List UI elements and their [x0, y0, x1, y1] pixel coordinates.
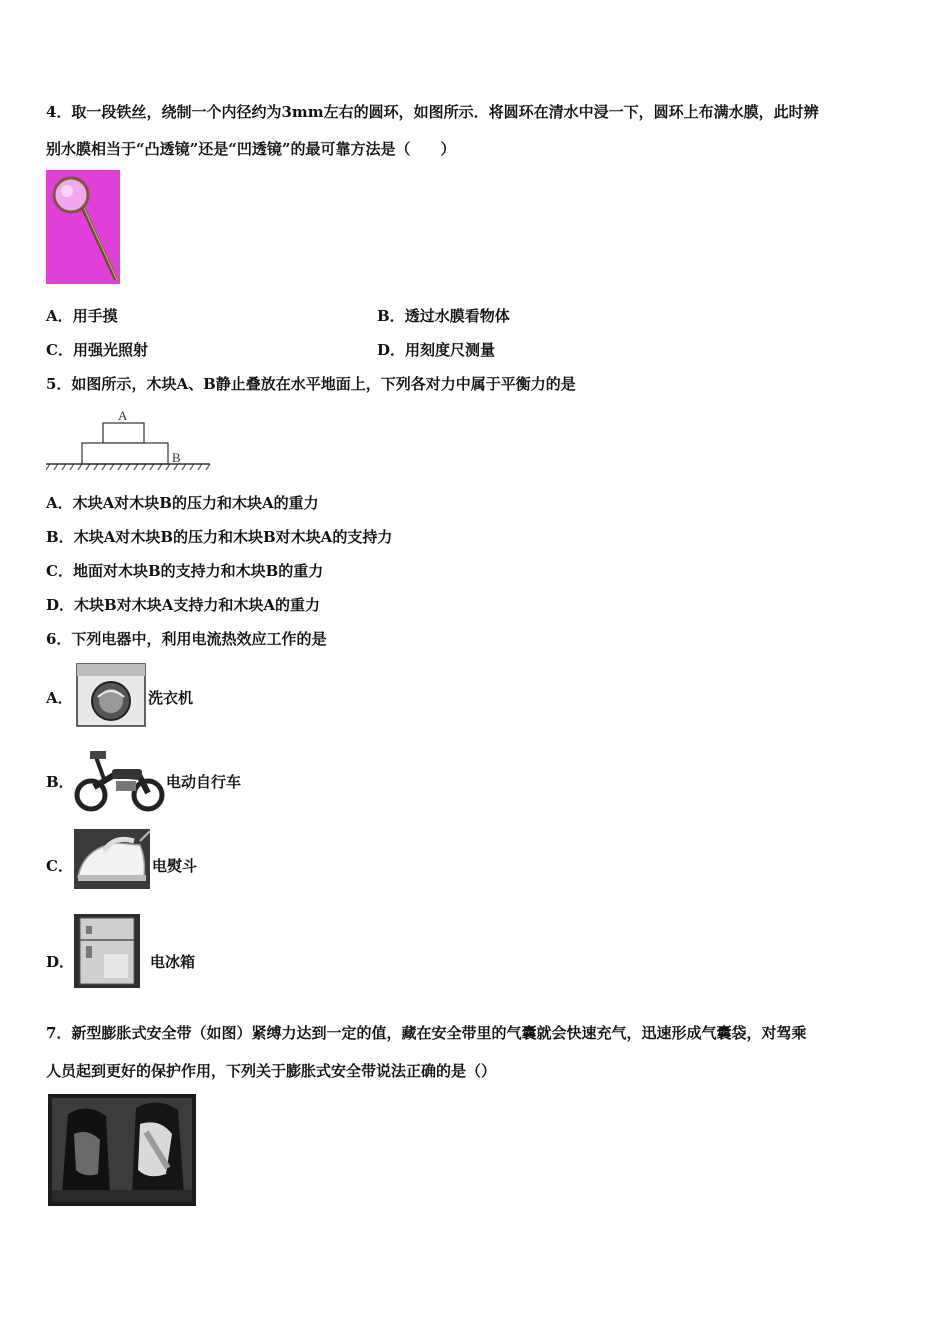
label-b: B — [172, 450, 181, 465]
q5-option-c[interactable]: C．地面对木块B的支持力和木块B的重力 — [46, 562, 324, 580]
block-a — [103, 423, 144, 443]
label-a: A — [118, 408, 128, 423]
q4-stem-line1: 4．取一段铁丝，绕制一个内径约为3mm左右的圆环，如图所示．将圆环在清水中浸一下，圆环上布满水膜，此时辨 — [46, 103, 819, 121]
q4-option-a[interactable]: A．用手摸 — [46, 307, 118, 325]
refrigerator-icon — [74, 914, 140, 988]
q5-stem: 5．如图所示，木块A、B静止叠放在水平地面上，下列各对力中属于平衡力的是 — [46, 375, 576, 393]
washing-machine-icon — [76, 663, 146, 727]
q6-option-b-letter[interactable]: B． — [46, 773, 74, 791]
q6-option-b-text[interactable]: 电动自行车 — [166, 773, 242, 791]
electric-bike-icon — [74, 745, 166, 813]
q6-option-c-text[interactable]: 电熨斗 — [152, 857, 198, 875]
q6-option-a-text[interactable]: 洗衣机 — [148, 689, 194, 707]
ground-hatching — [46, 464, 210, 470]
q5-option-b[interactable]: B．木块A对木块B的压力和木块B对木块A的支持力 — [46, 528, 393, 546]
car-seat-icon — [48, 1094, 196, 1206]
block-b — [82, 443, 168, 464]
q6-option-a-letter[interactable]: A． — [46, 689, 73, 707]
q6-stem: 6．下列电器中，利用电流热效应工作的是 — [46, 630, 327, 648]
stacked-blocks-figure — [46, 404, 212, 474]
q4-option-d[interactable]: D．用刻度尺测量 — [377, 341, 496, 359]
electric-iron-icon — [74, 829, 150, 889]
q4-stem-line2: 别水膜相当于“凸透镜”还是“凹透镜”的最可靠方法是（ ） — [46, 140, 456, 158]
q6-option-d-text[interactable]: 电冰箱 — [150, 953, 196, 971]
q7-stem-line1: 7．新型膨胀式安全带（如图）紧缚力达到一定的值，藏在安全带里的气囊就会快速充气，迅速形成气囊袋，对驾乘 — [46, 1024, 807, 1042]
ring-magnifier-figure — [46, 170, 120, 284]
inflatable-seatbelt-photo — [48, 1094, 196, 1206]
q5-option-d[interactable]: D．木块B对木块A支持力和木块A的重力 — [46, 596, 320, 614]
q6-option-c-letter[interactable]: C． — [46, 857, 73, 875]
wire-ring-icon — [46, 170, 120, 284]
q6-option-d-letter[interactable]: D． — [46, 953, 75, 971]
q5-option-a[interactable]: A．木块A对木块B的压力和木块A的重力 — [46, 494, 319, 512]
q4-option-b[interactable]: B．透过水膜看物体 — [377, 307, 510, 325]
q7-stem-line2: 人员起到更好的保护作用，下列关于膨胀式安全带说法正确的是（） — [46, 1062, 497, 1080]
q4-option-c[interactable]: C．用强光照射 — [46, 341, 148, 359]
